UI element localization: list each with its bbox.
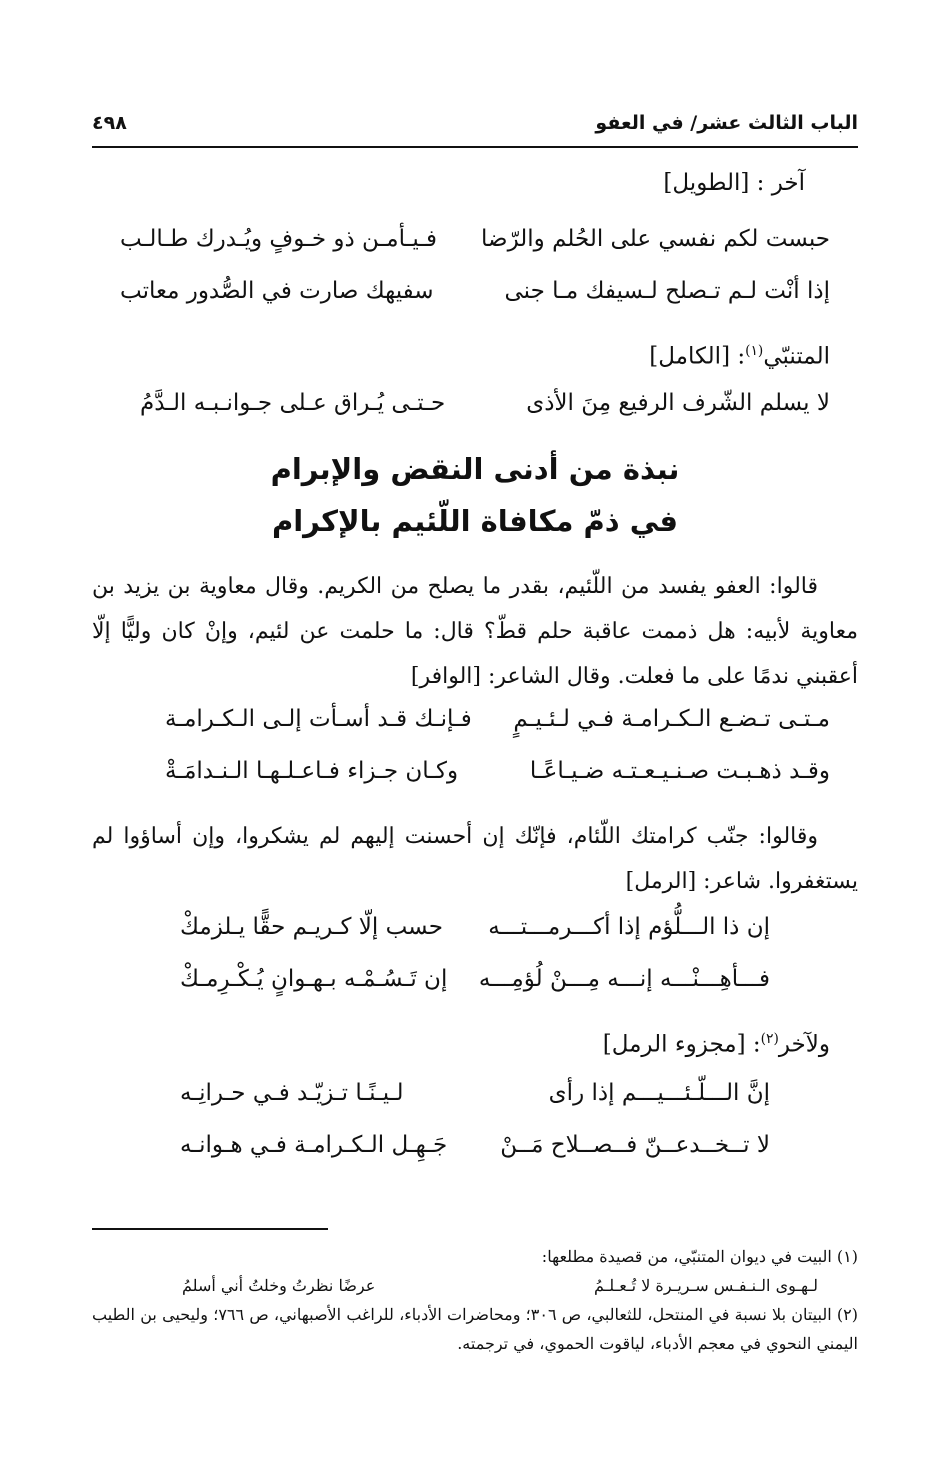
hemistich-first: فـــأهِـــنْـــه إنـــه مِـــنْ لُؤمِـــه — [478, 966, 770, 992]
hemistich-second: فـيـأمـن ذو خـوفٍ ويُـدرك طـالـب — [120, 226, 438, 252]
hemistich-first: إنَّ الـــلّـئـــيـــم إذا رأى — [548, 1080, 770, 1106]
meter-label: : [مجزوء الرمل] — [602, 1031, 761, 1058]
footnote-2 — [92, 1300, 858, 1358]
hemistich-first: إذا أنْت لـم تـصلح لـسيفك مـا جنى — [504, 278, 830, 304]
footnote-text: البيت في ديوان المتنبّي، من قصيدة مطلعها: — [541, 1247, 832, 1266]
page-number: ٤٩٨ — [92, 112, 127, 134]
chapter-title: الباب الثالث عشر/ في العفو — [595, 112, 858, 134]
hemistich-second: جَـهِـل الـكـرامـة فـي هـوانـه — [180, 1132, 448, 1158]
footnote-marker: (١) — [836, 1247, 858, 1266]
hemistich-first: وقـد ذهـبـت صـنـيـعـتـه ضـيـاعًـا — [529, 758, 830, 784]
hemistich-second: إن تَـسُـمْـه بـهـوانٍ يُـكْـرِمـكْ — [180, 966, 448, 992]
section-heading-line1: نبذة من أدنى النقض والإبرام — [270, 452, 680, 486]
footnote-1 — [92, 1242, 858, 1271]
verse-line — [165, 706, 830, 740]
footnote-text: البيتان بلا نسبة في المنتحل، للثعالبي، ص ٣٠٦؛ ومحاضرات الأدباء، للراغب الأصبهاني، ص ٧٦٦؛ وليحيى بن الطيب اليمني النحوي في معجم الأدباء، لياقوت الحموي، في ترجمته. — [92, 1305, 858, 1353]
verse-line — [165, 758, 830, 792]
hemistich-first: لا يسلم الشّرف الرفيع مِنَ الأذى — [526, 390, 830, 416]
hemistich-first: لـهـوى الـنـفـس سـريـرة لا تُـعـلـمُ — [593, 1276, 818, 1295]
hemistich-second: حـتـى يُـراق عـلى جـوانـبـه الـدَّمُ — [140, 390, 446, 416]
hemistich-second: عرضًا نظرتُ وخلتُ أني أسلمُ — [182, 1276, 376, 1295]
hemistich-first: إن ذا الـــلُّؤم إذا أكـــرمـــتـــه — [488, 914, 770, 940]
footnote-verse — [92, 1271, 858, 1300]
verse-intro — [603, 1024, 830, 1060]
paragraph-text: قالوا: العفو يفسد من اللّئيم، بقدر ما يصلح من الكريم. وقال معاوية بن يزيد بن معاوية لأبيه: هل ذممت عاقبة حلم قطّ؟ قال: ما حلمت عن لئيم، وإنْ كان وليًّا إلّا أعقبني ندمًا على ما فعلت. وقال الشاعر: [الوافر] — [92, 574, 858, 689]
hemistich-first: حبست لكم نفسي على الحُلم والرّضا — [481, 226, 830, 252]
header-rule — [92, 146, 858, 148]
hemistich-first: مـتـى تـضـع الـكـرامـة فـي لـئـيـمٍ — [513, 706, 830, 732]
verse-line — [180, 914, 770, 948]
verse-line — [120, 226, 830, 260]
hemistich-second: حسب إلّا كـريـم حقًّا يـلزمكْ — [180, 914, 443, 940]
verse-line — [180, 1080, 770, 1114]
hemistich-first: لا تــخــدعــنّ فــصــلاح مَــنْ — [500, 1132, 770, 1158]
verse-line — [180, 966, 770, 1000]
verse-line — [180, 1132, 770, 1166]
footnote-ref: (٢) — [760, 1031, 779, 1047]
verse-intro: آخر : [الطويل] — [663, 170, 805, 196]
verse-line — [120, 278, 830, 312]
hemistich-second: فـإنـك قـد أسـأت إلـى الـكـرامـة — [165, 706, 472, 732]
hemistich-second: سفيهك صارت في الصُّدور معاتب — [120, 278, 434, 304]
hemistich-second: وكـان جـزاء فـاعـلـهـا الـنـدامَـةْ — [165, 758, 459, 784]
paragraph-text: وقالوا: جنّب كرامتك اللّئام، فإنّك إن أحسنت إليهم لم يشكروا، وإن أساؤوا لم يستغفروا. شاعر: [الرمل] — [92, 824, 858, 894]
meter-label: : [الكامل] — [649, 343, 746, 370]
hemistich-second: لـيـنًـا تـزيّـد فـي حـرانِـه — [180, 1080, 404, 1106]
footnotes — [92, 1242, 858, 1358]
poet-name: المتنبّي — [763, 343, 830, 370]
verse-intro — [649, 336, 830, 372]
running-header — [92, 108, 858, 148]
section-heading-line2: في ذمّ مكافاة اللّئيم بالإكرام — [271, 504, 679, 538]
footnote-rule — [92, 1228, 328, 1230]
footnote-ref: (١) — [745, 343, 764, 359]
prose-paragraph — [92, 564, 858, 699]
poet-name: ولآخر — [778, 1031, 830, 1058]
footnote-marker: (٢) — [836, 1305, 859, 1324]
prose-paragraph — [92, 814, 858, 904]
verse-line — [140, 390, 830, 424]
